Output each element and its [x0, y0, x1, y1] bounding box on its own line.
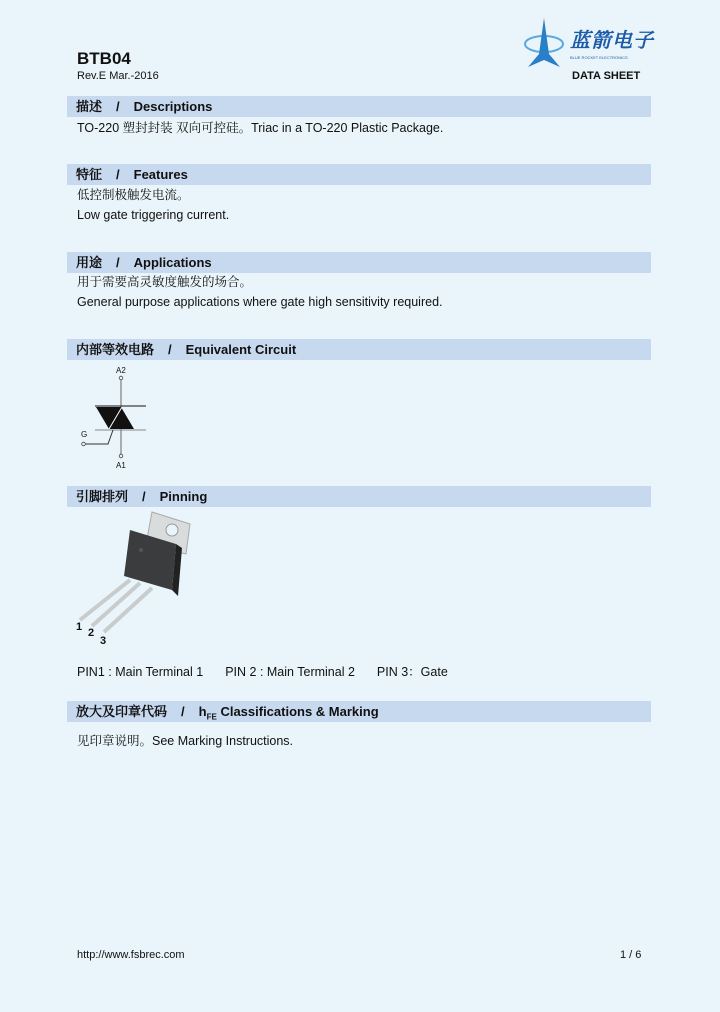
triac-circuit-icon — [75, 366, 155, 472]
section-sep: / — [168, 342, 172, 357]
pin2-description: PIN 2 : Main Terminal 2 — [225, 665, 355, 679]
section-header-marking — [67, 701, 651, 722]
product-title: BTB04 — [77, 49, 131, 68]
section-sep: / — [181, 704, 185, 719]
section-sep: / — [116, 167, 120, 182]
label-a1: A1 — [116, 461, 126, 470]
section-zh: 引脚排列 — [76, 489, 129, 504]
pin-number-2: 2 — [88, 627, 95, 639]
applications-text-en: General purpose applications where gate high sensitivity required. — [77, 295, 443, 309]
to220-package-image — [72, 510, 202, 652]
triac-symbol — [75, 366, 155, 474]
hfe-h: h — [198, 704, 207, 719]
section-sep: / — [116, 99, 120, 114]
section-en: Equivalent Circuit — [185, 342, 297, 357]
section-zh: 描述 — [76, 99, 103, 114]
logo-text: 蓝箭电子 — [570, 30, 654, 52]
section-header-applications — [67, 252, 651, 273]
marking-text: 见印章说明。See Marking Instructions. — [77, 734, 294, 748]
label-a2: A2 — [116, 366, 126, 375]
company-logo — [522, 18, 652, 68]
section-zh: 放大及印章代码 — [76, 704, 168, 719]
section-en: Classifications & Marking — [216, 704, 379, 719]
section-header-features — [67, 164, 651, 185]
applications-text-zh: 用于需要高灵敏度触发的场合。 — [77, 275, 253, 289]
pin1-description: PIN1 : Main Terminal 1 — [77, 665, 204, 679]
section-en: Descriptions — [133, 99, 213, 114]
section-zh: 内部等效电路 — [76, 342, 155, 357]
description-text: TO-220 塑封封装 双向可控硅。Triac in a TO-220 Plastic Package. — [77, 121, 444, 135]
footer-url[interactable]: http://www.fsbrec.com — [77, 949, 185, 961]
section-sep: / — [116, 255, 120, 270]
hfe-sub: FE — [206, 712, 217, 722]
rocket-logo-icon — [522, 18, 566, 68]
section-zh: 特征 — [76, 167, 103, 182]
section-sep: / — [142, 489, 146, 504]
logo-subtext: BLUE ROCKET ELECTRONICS — [570, 55, 628, 60]
features-text-zh: 低控制极触发电流。 — [77, 188, 190, 202]
section-header-pinning — [67, 486, 651, 507]
section-en: Pinning — [159, 489, 208, 504]
pin-number-3: 3 — [100, 635, 107, 647]
section-header-circuit — [67, 339, 651, 360]
section-header-descriptions — [67, 96, 651, 117]
doc-type: DATA SHEET — [572, 70, 641, 82]
pin-number-1: 1 — [76, 621, 83, 633]
section-zh: 用途 — [76, 255, 103, 270]
pin-descriptions — [77, 665, 448, 680]
label-g: G — [81, 430, 88, 439]
revision: Rev.E Mar.-2016 — [77, 70, 159, 82]
features-text-en: Low gate triggering current. — [77, 208, 230, 222]
pin3-description: PIN 3：Gate — [376, 665, 448, 679]
section-en: Features — [133, 167, 188, 182]
page-number: 1 / 6 — [620, 949, 642, 961]
section-en: Applications — [133, 255, 212, 270]
